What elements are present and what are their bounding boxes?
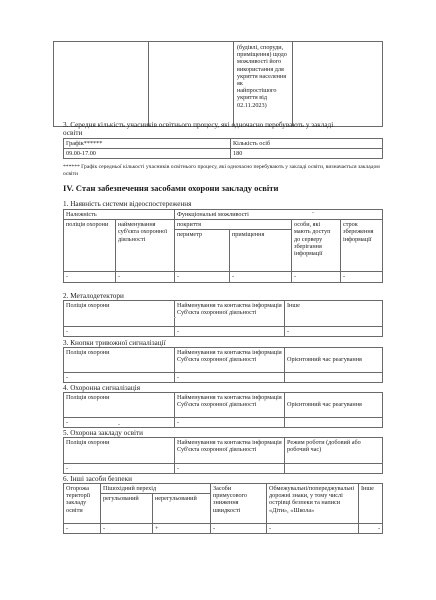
header-persons: особи, які мають доступ до серверу зберігання інформації (292, 220, 341, 272)
metal-col-other: Інше (285, 301, 383, 327)
top-cell-1 (54, 42, 149, 127)
col-other: Інше (359, 484, 383, 524)
alarm-button-title: 3. Кнопки тривожної сигналізації (63, 339, 166, 347)
metal-col-police: Поліція охорони (64, 301, 175, 327)
metal-title: 2. Металодетектори (63, 292, 124, 300)
section3-title-line2: освіти (63, 129, 83, 137)
alarm-cell (285, 373, 383, 383)
video-title: 1. Наявність системи відеоспостереження (63, 200, 192, 208)
alarm-col-entity: Найменування та контактна інформація Суб'єкта охоронної діяльності (175, 348, 285, 373)
top-continuation-table (53, 41, 383, 127)
safety-cell: - (64, 524, 101, 534)
schedule-table (63, 138, 383, 159)
guarding-col-police: Поліція охорони (64, 438, 175, 464)
schedule-value: 09.00-17.00 (64, 149, 231, 159)
safety-cell: + (153, 524, 211, 534)
scan-speck (174, 317, 176, 318)
top-text-line: 02.11.2023) (237, 101, 267, 109)
security-col-time: Орієнтовний час реагування (285, 393, 383, 418)
col-crossing: Пішохідний перехід (101, 484, 211, 494)
guarding-title: 5. Охорона закладу освіти (63, 429, 143, 437)
guarding-cell (285, 464, 383, 474)
other-safety-title: 6. Інші засоби безпеки (63, 475, 132, 483)
top-text-line: використання для (237, 65, 284, 73)
metal-cell: - (285, 327, 383, 337)
section4-heading: IV. Стан забезпечення засобами охорони закладу освіти (63, 183, 279, 193)
header-entity: найменування суб'єкта охоронної діяльності (116, 220, 175, 272)
security-alarm-title: 4. Охоронна сигналізація (63, 384, 141, 392)
security-cell: - (175, 418, 285, 428)
header-functional: Функціональні можливості (175, 210, 383, 220)
header-premises: приміщення (230, 230, 292, 272)
scan-speck (118, 424, 120, 425)
top-text-line: укриття населення як (237, 72, 287, 88)
col-unregulated: нерегульований (153, 494, 211, 524)
col-signs: Обмежувальні/попереджувальні дорожні знаки, у тому числі острівці безпеки та написи «Діти», «Школа» (267, 484, 359, 524)
top-text-line: приміщення) щодо (237, 51, 287, 59)
guarding-col-mode: Режим роботи (добовий або робочий час) (285, 438, 383, 464)
safety-cell: - (211, 524, 267, 534)
alarm-button-table (63, 347, 383, 383)
count-header: Кількість осіб (231, 139, 383, 149)
video-cell: - (64, 272, 116, 282)
top-text-line: найпростішого (237, 87, 277, 95)
video-table (63, 209, 383, 283)
alarm-cell: - (175, 373, 285, 383)
section3-title-line1: 3. Середня кількість учасників освітнього процесу, які одночасно перебувають у закладі (63, 121, 334, 129)
guarding-table (63, 437, 383, 474)
alarm-cell: - (64, 373, 175, 383)
header-police: поліція охорони (64, 220, 116, 272)
safety-cell: - (267, 524, 359, 534)
top-text-line: можливості його (237, 58, 282, 66)
security-col-police: Поліція охорони (64, 393, 175, 418)
metal-col-entity: Найменування та контактна інформація Суб'єкта охоронної діяльності (175, 301, 285, 327)
col-fence: Огорожа території закладу освіти (64, 484, 101, 524)
video-cell: - (116, 272, 175, 282)
metal-cell: - (175, 327, 285, 337)
video-cell: - (175, 272, 230, 282)
top-text-line: (будівлі, споруди, (237, 44, 284, 51)
video-cell: - (341, 272, 383, 282)
top-cell-4 (293, 42, 383, 127)
col-speed: Засоби примусового зниження швидкості (211, 484, 267, 524)
header-storage: строк збереження інформації (341, 220, 383, 272)
header-coverage: покриття (175, 220, 292, 230)
metal-table (63, 300, 383, 337)
header-belonging: Належність (64, 210, 175, 220)
guarding-col-entity: Найменування та контактна інформація Суб'єкта охоронної діяльності (175, 438, 285, 464)
scan-speck (312, 212, 314, 213)
col-regulated: регульований (101, 494, 153, 524)
security-cell (285, 418, 383, 428)
guarding-cell: - (175, 464, 285, 474)
top-cell-2 (149, 42, 234, 127)
header-perimeter: периметр (175, 230, 230, 272)
schedule-header: Графік****** (64, 139, 231, 149)
video-cell: - (230, 272, 292, 282)
metal-cell: - (64, 327, 175, 337)
safety-cell: - (101, 524, 153, 534)
video-cell: - (292, 272, 341, 282)
schedule-footnote: ****** Графік середньої кількості учасників освітнього процесу, які одночасно перебувають у закладі освіти, визначається закладом освіти (63, 164, 380, 177)
guarding-cell: - (64, 464, 175, 474)
security-alarm-table (63, 392, 383, 428)
count-value: 180 (231, 149, 383, 159)
other-safety-table (63, 483, 383, 534)
security-cell: - (64, 418, 175, 428)
safety-cell: - (359, 524, 383, 534)
alarm-col-time: Орієнтовний час реагування (285, 348, 383, 373)
top-cell-text (234, 42, 293, 127)
alarm-col-police: Поліція охорони (64, 348, 175, 373)
top-text-line: укриття від (237, 94, 268, 102)
security-col-entity: Найменування та контактна інформація Суб'єкта охоронної діяльності (175, 393, 285, 418)
